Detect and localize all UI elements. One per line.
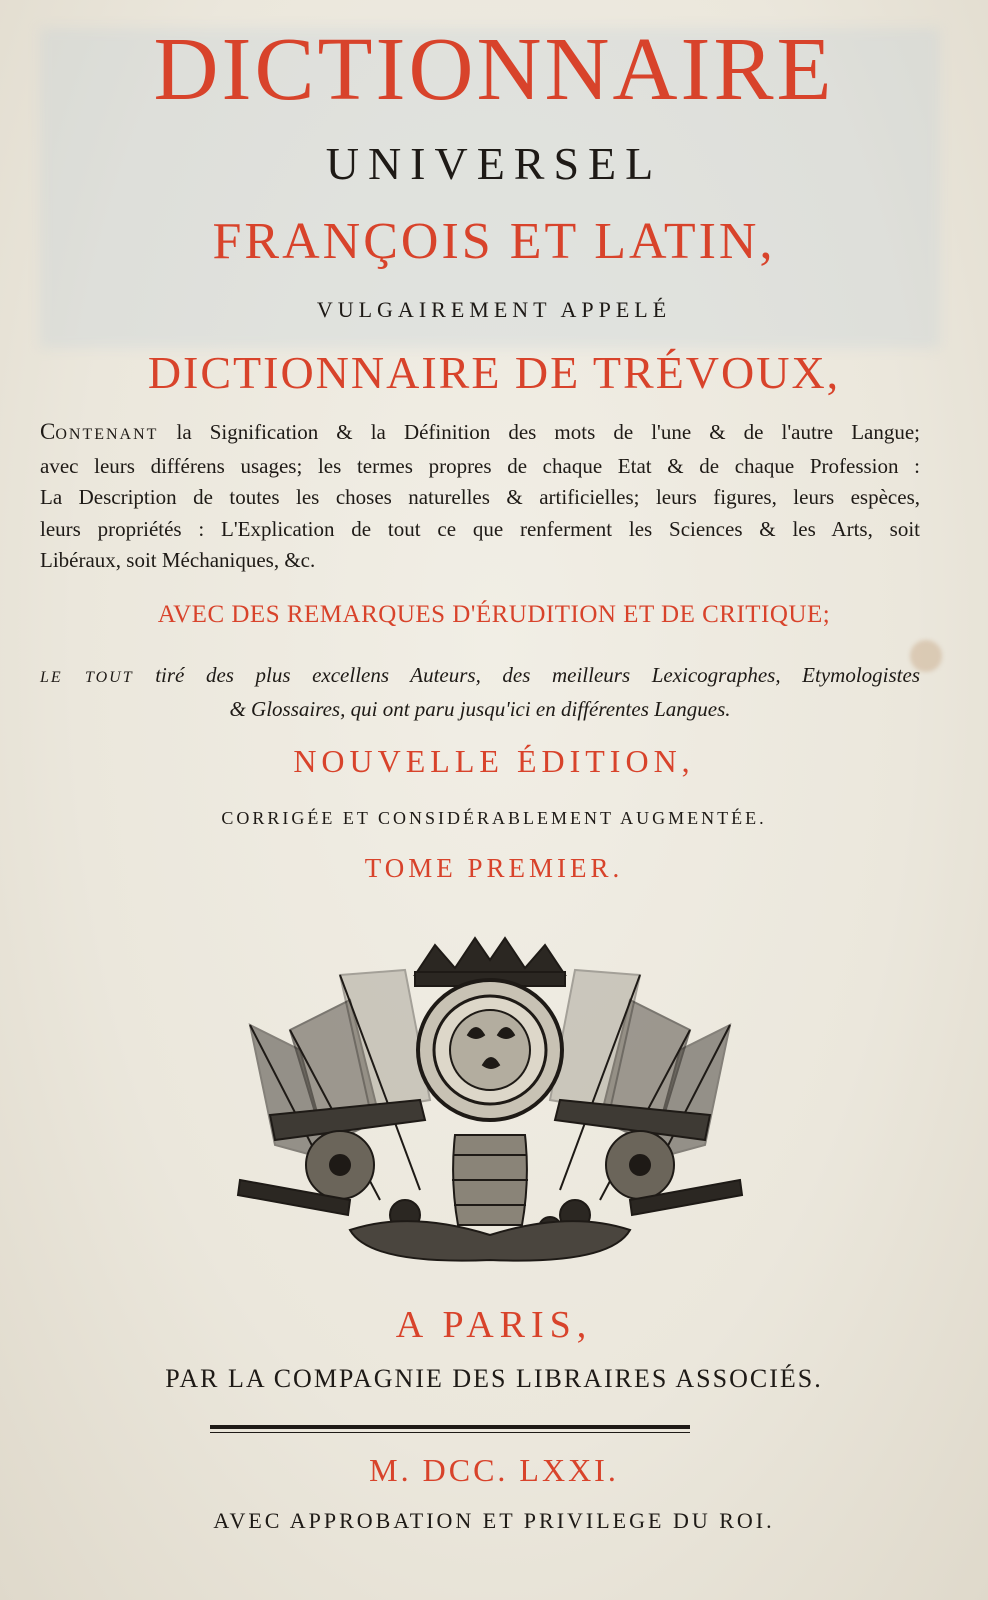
tome-heading: TOME PREMIER. xyxy=(364,853,624,883)
subtitle-universel: UNIVERSEL xyxy=(325,138,663,189)
letout-line-1 xyxy=(40,660,920,694)
royal-arms-trophy-vignette-icon xyxy=(230,930,750,1270)
imprint-privilege: AVEC APPROBATION ET PRIVILEGE DU ROI. xyxy=(213,1508,775,1533)
subtitle-francois-latin: FRANÇOIS ET LATIN, xyxy=(212,213,776,270)
imprint-rule-thin xyxy=(210,1432,690,1433)
corrigee-line: CORRIGÉE ET CONSIDÉRABLEMENT AUGMENTÉE. xyxy=(221,808,767,828)
contenant-line-5: Libéraux, soit Méchaniques, &c. xyxy=(40,548,316,572)
imprint-city: A PARIS, xyxy=(395,1304,593,1346)
subtitle-trevoux: DICTIONNAIRE DE TRÉVOUX, xyxy=(147,347,841,398)
letout-line-2: & Glossaires, qui ont paru jusqu'ici en différentes Langues. xyxy=(229,696,731,721)
contenant-lead: ONTENANT xyxy=(55,426,159,443)
subtitle-vulgairement: VULGAIREMENT APPELÉ xyxy=(316,297,672,322)
imprint-rule-thick xyxy=(210,1425,690,1429)
contenant-paragraph xyxy=(40,416,920,577)
letout-text-1: tiré des plus excellens Auteurs, des meilleurs Lexicographes, Etymologistes xyxy=(155,663,920,687)
edition-heading: NOUVELLE ÉDITION, xyxy=(293,743,695,779)
letout-paragraph xyxy=(40,660,920,725)
contenant-line-3: La Description de toutes les choses naturelles & artificielles; leurs figures, leurs espèces, xyxy=(40,485,920,509)
main-title: DICTIONNAIRE xyxy=(153,20,835,119)
contenant-line-4: leurs propriétés : L'Explication de tout ce que renferment les Sciences & les Arts, soit xyxy=(40,516,920,541)
imprint-year: M. DCC. LXXI. xyxy=(369,1452,619,1488)
imprint-publisher: PAR LA COMPAGNIE DES LIBRAIRES ASSOCIÉS. xyxy=(165,1364,823,1393)
contenant-line-2: avec leurs différens usages; les termes propres de chaque Etat & de chaque Profession : xyxy=(40,453,920,478)
contenant-text-1: la Signification & la Définition des mots de l'une & de l'autre Langue; xyxy=(176,420,920,444)
contenant-line-1: CONTENANT la Signification & la Définition des mots de l'une & de l'autre Langue; xyxy=(40,419,920,444)
letout-lead: LE TOUT xyxy=(40,669,134,686)
remarques-heading: AVEC DES REMARQUES D'ÉRUDITION ET DE CRITIQUE; xyxy=(157,601,831,628)
